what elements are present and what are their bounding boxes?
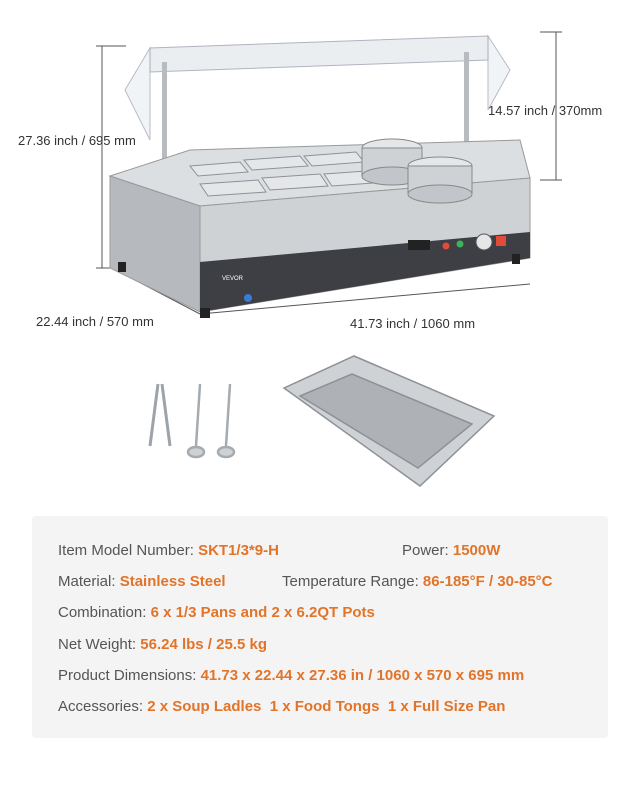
spec-accessories xyxy=(58,698,505,715)
food-tongs xyxy=(150,384,170,446)
dims-label: Product Dimensions: xyxy=(58,667,197,684)
spec-dimensions xyxy=(58,667,524,684)
model-value: SKT1/3*9-H xyxy=(198,542,279,559)
temp-value: 86-185°F / 30-85°C xyxy=(422,573,553,590)
full-size-pan xyxy=(284,356,494,486)
depth-label: 22.44 inch / 570 mm xyxy=(36,314,154,329)
power-label: Power: xyxy=(402,542,449,559)
material-value: Stainless Steel xyxy=(119,573,226,590)
accessory-ladles: 2 x Soup Ladles xyxy=(147,698,262,715)
accessory-tongs: 1 x Food Tongs xyxy=(269,698,380,715)
combination-label: Combination: xyxy=(58,604,147,621)
brand-logo: VEVOR xyxy=(222,276,244,282)
width-label: 41.73 inch / 1060 mm xyxy=(350,316,476,331)
temp-label: Temperature Range: xyxy=(282,573,419,590)
spec-power xyxy=(402,542,500,559)
weight-label: Net Weight: xyxy=(58,636,137,653)
combination-value: 6 x 1/3 Pans and 2 x 6.2QT Pots xyxy=(150,604,375,621)
model-label: Item Model Number: xyxy=(58,542,194,559)
dims-value: 41.73 x 22.44 x 27.36 in / 1060 x 570 x 695 mm xyxy=(200,667,525,684)
weight-value: 56.24 lbs / 25.5 kg xyxy=(140,636,268,653)
spec-material xyxy=(58,573,226,590)
guard-height-label: 14.57 inch / 370mm xyxy=(488,103,603,118)
material-label: Material: xyxy=(58,573,116,590)
height-total-label: 27.36 inch / 695 mm xyxy=(18,133,136,148)
spec-weight xyxy=(58,636,267,653)
accessory-pan: 1 x Full Size Pan xyxy=(387,698,506,715)
soup-ladles xyxy=(188,384,234,457)
spec-model xyxy=(58,542,279,559)
power-value: 1500W xyxy=(452,542,501,559)
spec-combination xyxy=(58,604,375,621)
spec-panel xyxy=(32,516,608,738)
spec-temperature xyxy=(282,573,553,590)
accessories-label: Accessories: xyxy=(58,698,144,715)
